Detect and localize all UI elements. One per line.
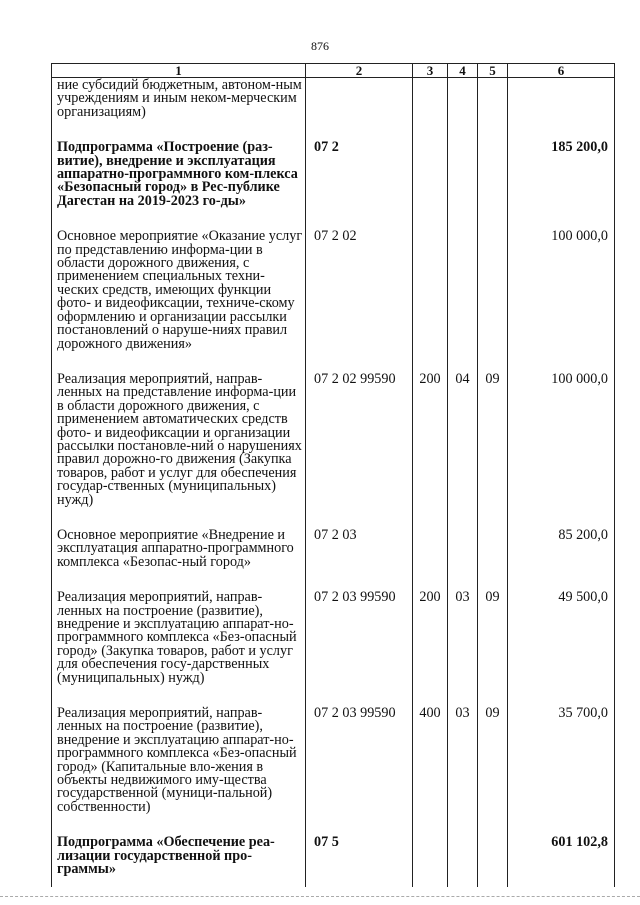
- column-header: 6: [508, 64, 615, 78]
- subsection-code: [478, 78, 508, 142]
- column-header: 3: [413, 64, 448, 78]
- amount: 100 000,0: [508, 373, 615, 529]
- amount: [508, 78, 615, 142]
- subsection-code: [478, 529, 508, 591]
- subsection-code: 09: [478, 591, 508, 707]
- expense-type: 400: [413, 707, 448, 836]
- table-row: [52, 373, 615, 529]
- table-row: [52, 141, 615, 230]
- subsection-code: [478, 141, 508, 230]
- header-row: [52, 64, 615, 78]
- table-row: [52, 836, 615, 886]
- amount: 35 700,0: [508, 707, 615, 836]
- budget-code: 07 2 03 99590: [306, 591, 413, 707]
- expense-type: [413, 529, 448, 591]
- section-code: 03: [448, 707, 478, 836]
- subsection-code: [478, 230, 508, 373]
- expense-type: [413, 230, 448, 373]
- page-number: 876: [311, 39, 329, 53]
- column-header: 2: [306, 64, 413, 78]
- table-row: [52, 78, 615, 142]
- amount: 100 000,0: [508, 230, 615, 373]
- column-header: 4: [448, 64, 478, 78]
- item-name: Реализация мероприятий, направ-ленных на представление информа-ции в области дорожного движения, с применением автоматических средств фото- и видеофиксации и организации рассылки постановле-ний о нарушениях правил дорожно-го движения (Закупка товаров, работ и услуг для обеспечения государ-ственных (муниципальных) нужд): [52, 373, 306, 529]
- budget-code: 07 2 02: [306, 230, 413, 373]
- budget-table: [51, 63, 615, 887]
- expense-type: 200: [413, 373, 448, 529]
- section-code: [448, 230, 478, 373]
- item-name: Подпрограмма «Построение (раз-витие), внедрение и эксплуатация аппаратно-программного ком-плекса «Безопасный город» в Рес-публике Дагестан на 2019-2023 го-ды»: [52, 141, 306, 230]
- table-row: [52, 529, 615, 591]
- section-code: [448, 529, 478, 591]
- section-code: [448, 141, 478, 230]
- budget-code: 07 5: [306, 836, 413, 886]
- expense-type: [413, 836, 448, 886]
- item-name: Основное мероприятие «Оказание услуг по представлению информа-ции в области дорожного движения, с применением специальных техни-ческих средств, имеющих функции фото- и видеофиксации, техниче-скому оформлению и организации рассылки постановлений о наруше-ниях правил дорожного движения»: [52, 230, 306, 373]
- section-code: [448, 78, 478, 142]
- budget-code: 07 2 02 99590: [306, 373, 413, 529]
- expense-type: [413, 78, 448, 142]
- table-row: [52, 230, 615, 373]
- item-name: ние субсидий бюджетным, автоном-ным учреждениям и иным неком-мерческим организациям): [52, 78, 306, 142]
- expense-type: 200: [413, 591, 448, 707]
- amount: 601 102,8: [508, 836, 615, 886]
- budget-code: 07 2: [306, 141, 413, 230]
- budget-code: 07 2 03: [306, 529, 413, 591]
- expense-type: [413, 141, 448, 230]
- amount: 185 200,0: [508, 141, 615, 230]
- section-code: 04: [448, 373, 478, 529]
- item-name: Подпрограмма «Обеспечение реа-лизации государственной про-граммы»: [52, 836, 306, 886]
- table-row: [52, 707, 615, 836]
- amount: 85 200,0: [508, 529, 615, 591]
- table-row: [52, 591, 615, 707]
- budget-code: [306, 78, 413, 142]
- section-code: [448, 836, 478, 886]
- item-name: Реализация мероприятий, направ-ленных на построение (развитие), внедрение и эксплуатацию аппарат-но-программного комплекса «Без-опасный город» (Закупка товаров, работ и услуг для обеспечения госу-дарственных (муниципальных) нужд): [52, 591, 306, 707]
- subsection-code: 09: [478, 707, 508, 836]
- item-name: Основное мероприятие «Внедрение и эксплуатация аппаратно-программного комплекса «Безопас-ный город»: [52, 529, 306, 591]
- budget-code: 07 2 03 99590: [306, 707, 413, 836]
- column-header: 1: [52, 64, 306, 78]
- subsection-code: 09: [478, 373, 508, 529]
- column-header: 5: [478, 64, 508, 78]
- subsection-code: [478, 836, 508, 886]
- amount: 49 500,0: [508, 591, 615, 707]
- item-name: Реализация мероприятий, направ-ленных на построение (развитие), внедрение и эксплуатацию аппарат-но-программного комплекса «Без-опасный город» (Капитальные вло-жения в объекты недвижимого иму-щества государственной (муници-пальной) собственности): [52, 707, 306, 836]
- section-code: 03: [448, 591, 478, 707]
- scan-edge-line: [0, 896, 640, 897]
